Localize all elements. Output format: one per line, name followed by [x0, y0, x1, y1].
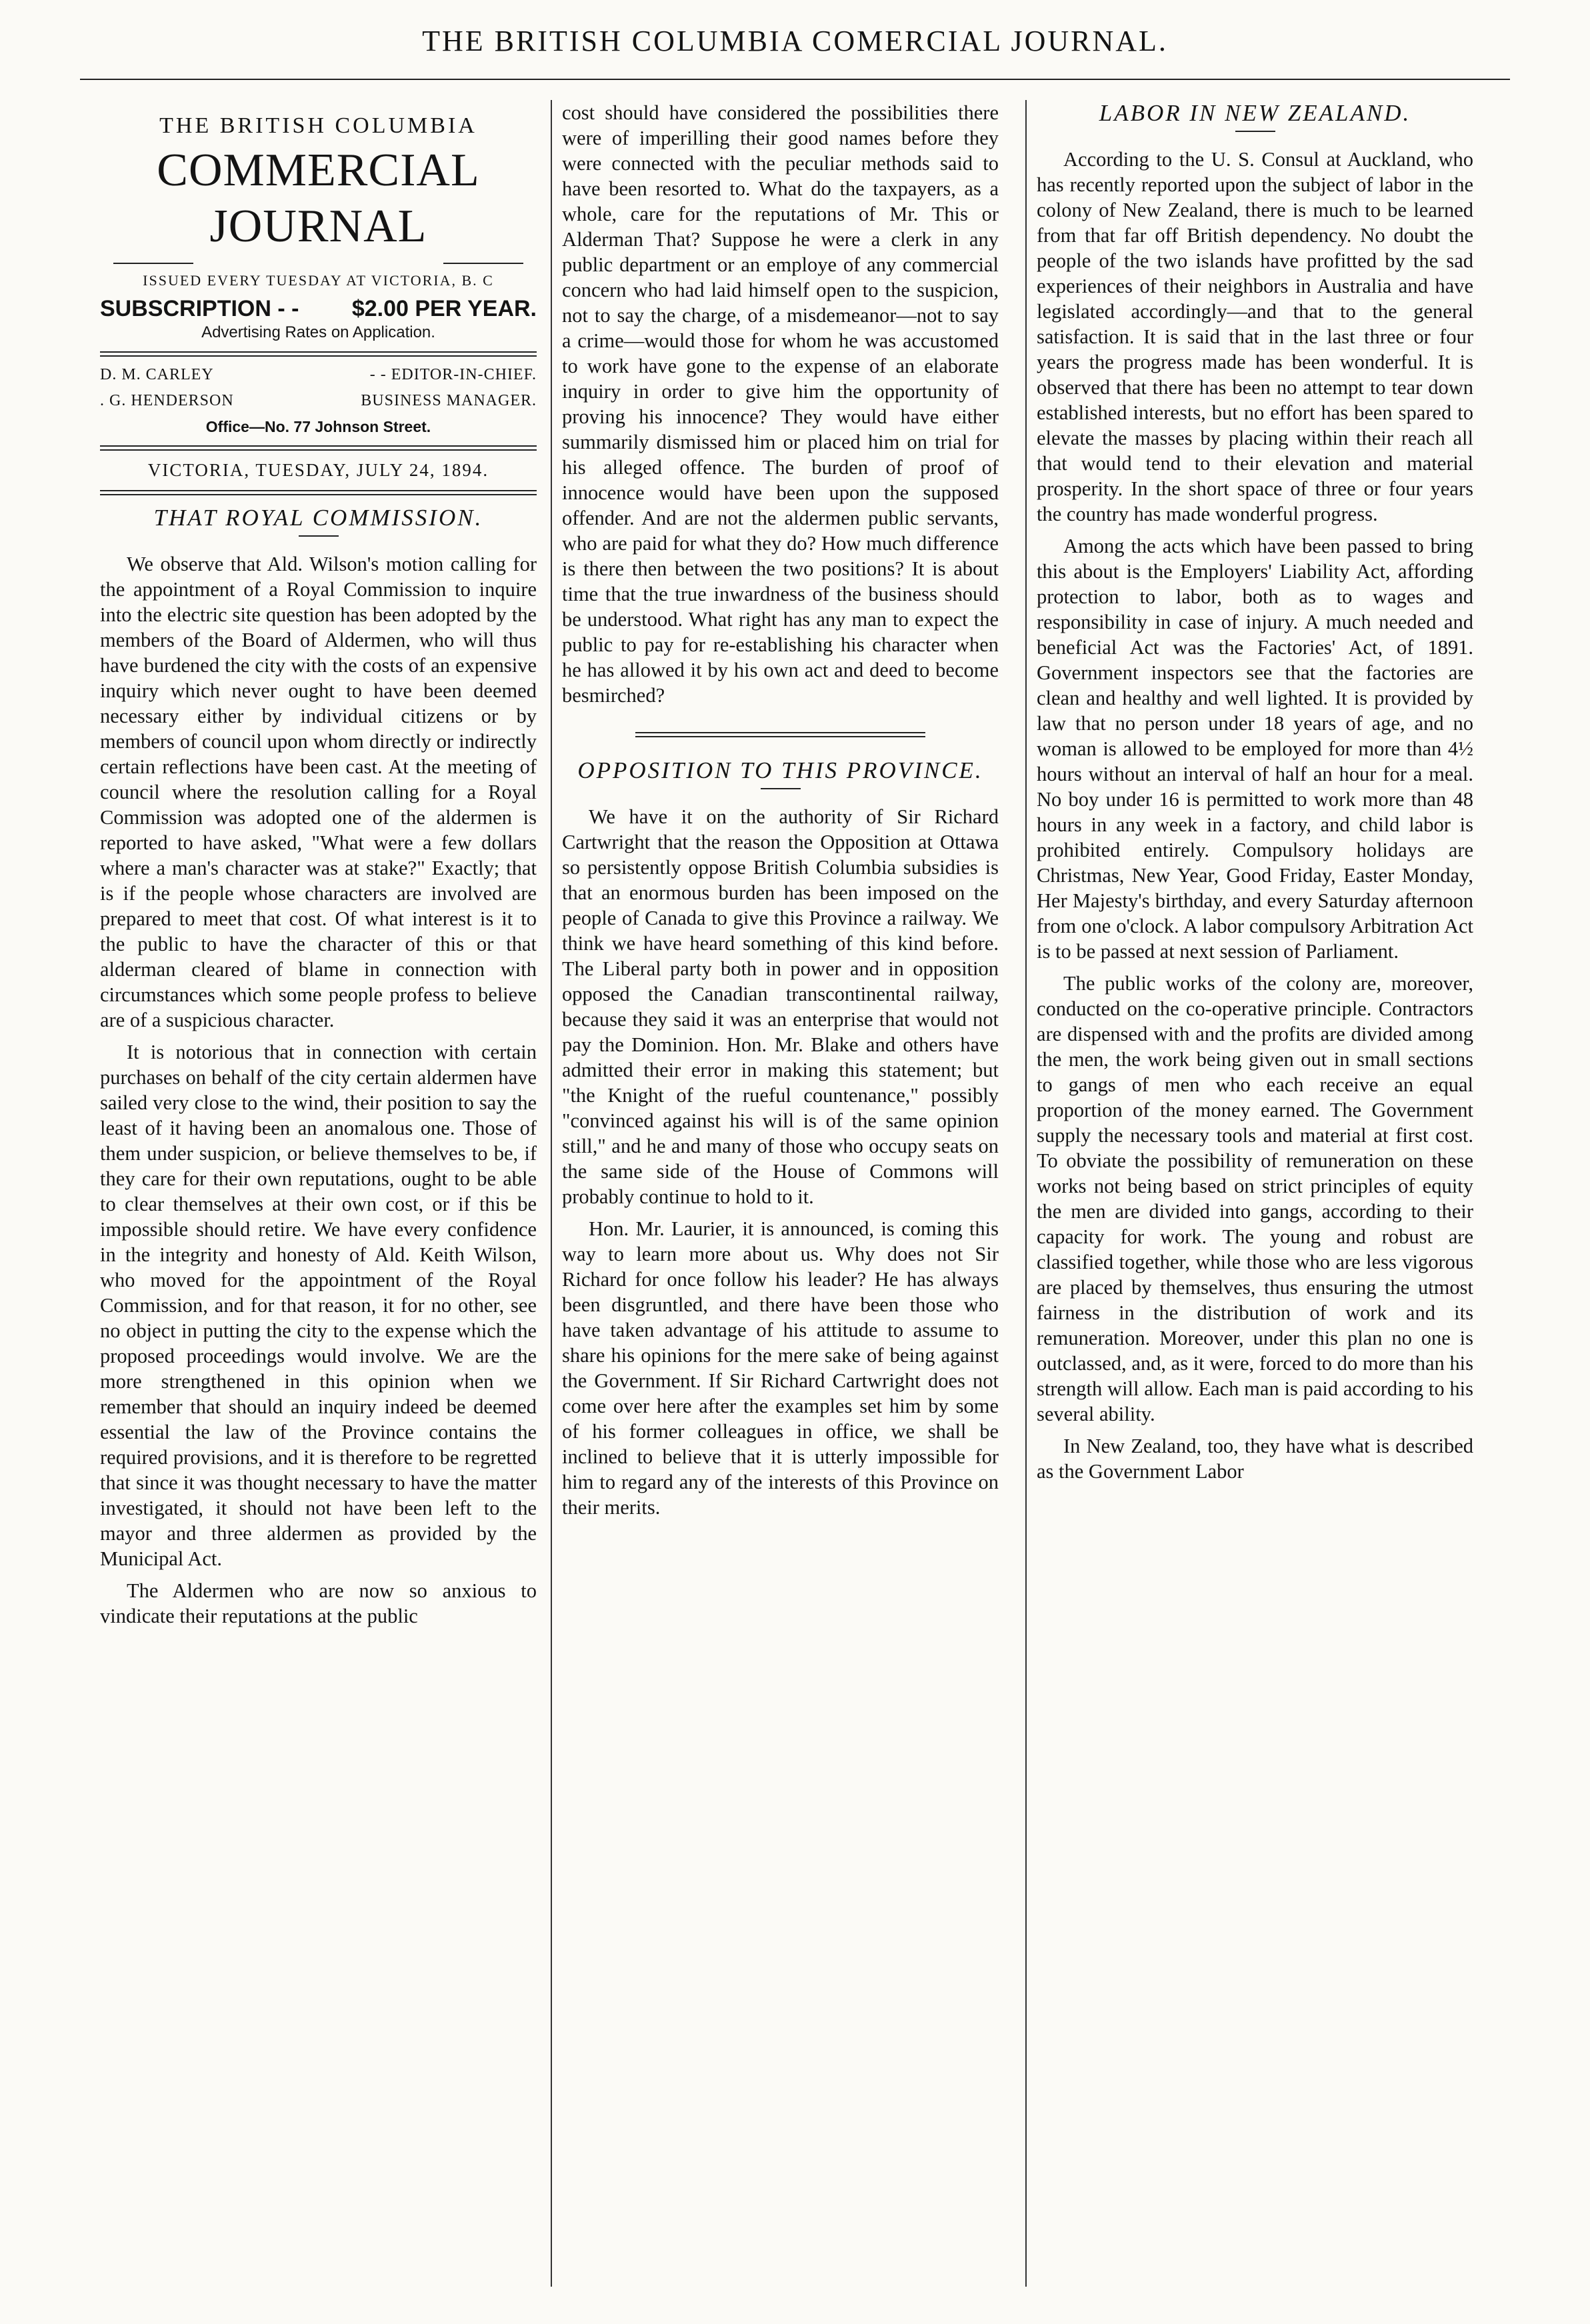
column-1: [100, 100, 537, 1635]
divider: [100, 351, 537, 357]
manager-line: [100, 392, 537, 410]
manager-name: . G. HENDERSON: [100, 392, 234, 409]
title-rule: [761, 788, 801, 789]
article-divider: [635, 732, 925, 737]
issued-line: ISSUED EVERY TUESDAY AT VICTORIA, B. C: [143, 272, 494, 289]
subscription-label: SUBSCRIPTION - -: [100, 296, 299, 321]
article-title: OPPOSITION TO THIS PROVINCE.: [577, 757, 983, 783]
article-paragraph: We observe that Ald. Wilson's motion calling for the appointment of a Royal Commission to inquire into the electric site question has been adopted by the members of the Board of Aldermen, who will thus have burdened the city with the costs of an expensive inquiry which never ought to have been deemed necessary either by individual citizens or by members of council upon whom directly or indirectly certain reflections have been cast. At the meeting of council where the resolution calling for a Royal Commission was adopted one of the aldermen is reported to have asked, "What were a few dollars where a man's character was at stake?" Exactly; that is if the people whose characters are involved are prepared to meet that cost. Of what interest is it to the public to have the character of this or that alderman cleared of blame in connection with circumstances which some people profess to believe are of a suspicious character.: [100, 553, 537, 1031]
editor-name: D. M. CARLEY: [100, 366, 214, 383]
editor-role: - - EDITOR-IN-CHIEF.: [369, 366, 537, 383]
masthead: [100, 113, 537, 495]
article-title: LABOR IN NEW ZEALAND.: [1099, 100, 1411, 126]
masthead-rules: [113, 263, 523, 264]
article-paragraph: In New Zealand, too, they have what is described as the Government Labor: [1037, 1435, 1473, 1483]
divider: [100, 490, 537, 495]
article-paragraph: According to the U. S. Consul at Auckland, who has recently reported upon the subject of labor in the colony of New Zealand, there is much to be learned from that far off British dependency. No doubt the people of the two islands have profitted by the sad experiences of their neighbors in Australia and have legislated accordingly—and that to the general satisfaction. It is said that in the last three or four years the progress made has been wonderful. It is observed that there has been no attempt to tear down established interests, but no effort has been spared to elevate the masses by placing within their reach all that would tend to their elevation and material prosperity. In the short space of three or four years the country has made wonderful progress.: [1037, 148, 1473, 525]
office-line: Office—No. 77 Johnson Street.: [205, 418, 431, 435]
subscription-line: [100, 296, 537, 322]
subscription-price: $2.00 PER YEAR.: [351, 296, 537, 321]
column-2: [562, 100, 999, 1527]
article-paragraph: The public works of the colony are, moreover, conducted on the co-operative principle. Contractors are dispensed with and the profits are divided among the men, the work being given out in small sections to gangs of men who each receive an equal proportion of the money earned. The Government supply the necessary tools and material at first cost. To obviate the possibility of remuneration on these works not being based on strict principles of equity the men are divided into gangs, according to their capacity for work. The young and robust are classified together, while those who are less vigorous are placed by themselves, thus ensuring the utmost fairness in the distribution of work and its remuneration. Moreover, under this plan no one is outclassed, and, as it were, forced to do more than his strength will allow. Each man is paid according to his several ability.: [1037, 972, 1473, 1425]
running-head: THE BRITISH COLUMBIA COMERCIAL JOURNAL.: [422, 25, 1168, 57]
article-paragraph: The Aldermen who are now so anxious to vindicate their reputations at the public: [100, 1579, 537, 1627]
editor-line: [100, 366, 537, 384]
article-paragraph: Among the acts which have been passed to bring this about is the Employers' Liability Act, affording protection to labor, both as to wages and responsibility in case of injury. A much needed and beneficial Act was the Factories' Act, of 1891. Government inspectors see that the factories are clean and healthy and well lighted. It is provided by law that no person under 18 years of age, and no woman is allowed to be employed for more than 4½ hours without an interval of half an hour for a meal. No boy under 16 is permitted to work more than 48 hours in any week in a factory, and child labor is prohibited entirely. Compulsory holidays are Christmas, New Year, Good Friday, Easter Monday, Her Majesty's birthday, and every Saturday afternoon from one o'clock. A labor compulsory Arbitration Act is to be passed at next session of Parliament.: [1037, 535, 1473, 963]
title-rule: [1235, 131, 1275, 132]
masthead-small-title: THE BRITISH COLUMBIA: [159, 113, 477, 138]
column-3: [1037, 100, 1473, 1491]
masthead-title: COMMERCIAL JOURNAL: [157, 145, 480, 252]
article-paragraph-continued: cost should have considered the possibilities there were of imperilling their good names before they were connected with the peculiar methods said to have been resorted to. What do the taxpayers, as a whole, care for the reputations of Mr. This or Alderman That? Suppose he were a clerk in any public department or an employe of any commercial concern who had laid himself open to the suspicion, not to say the charge, of a misdemeanor—not to say a crime—would those for whom he was accustomed to work have gone to the expense of an elaborate inquiry in order to give him the opportunity of proving his innocence? They would have either summarily dismissed him or placed him on trial for his alleged offence. The burden of proof of innocence would have been upon the supposed offender. And are not the aldermen public servants, who are paid for what they do? How much difference is there then between the two positions? It is about time that the true inwardness of the business should be understood. What right has any man to expect the public to pay for re-establishing his character when he has allowed it by his own act and deed to become besmirched?: [562, 101, 999, 707]
header-rule: [80, 79, 1510, 80]
dateline: VICTORIA, TUESDAY, JULY 24, 1894.: [147, 460, 489, 480]
advertising-line: Advertising Rates on Application.: [201, 323, 435, 341]
article-title: THAT ROYAL COMMISSION.: [153, 505, 483, 531]
column-divider: [551, 100, 552, 2287]
manager-role: BUSINESS MANAGER.: [361, 392, 537, 409]
article-paragraph: Hon. Mr. Laurier, it is announced, is coming this way to learn more about us. Why does not Sir Richard for once follow his leader? He has always been disgruntled, and there have been those who have taken advantage of his attitude to assume to share his opinions for the mere sake of being against the Government. If Sir Richard Cartwright does not come over here after the examples set him by some of his former colleagues in office, we shall be inclined to believe that it is utterly impossible for him to regard any of the interests of this Province on their merits.: [562, 1217, 999, 1519]
article-paragraph: We have it on the authority of Sir Richard Cartwright that the reason the Opposition at Ottawa so persistently oppose British Columbia subsidies is that an enormous burden has been imposed on the people of Canada to give this Province a railway. We think we have heard something of this kind before. The Liberal party both in power and in opposition opposed the Canadian transcontinental railway, because they said it was an enterprise that would not pay the Dominion. Hon. Mr. Blake and others have admitted their error in making this statement; but "the Knight of the rueful countenance," possibly "convinced against his will is of the same opinion still," and he and many of those who occupy seats on the same side of the House of Commons will probably continue to hold to it.: [562, 805, 999, 1208]
article-paragraph: It is notorious that in connection with certain purchases on behalf of the city certain aldermen have sailed very close to the wind, their position to say the least of it having been an anomalous one. Those of them under suspicion, or believe themselves to be, if they care for their own reputations, ought to be able to clear themselves at their own cost, or if this be impossible should retire. We have every confidence in the integrity and honesty of Ald. Keith Wilson, who moved for the appointment of the Royal Commission, and for that reason, it for no other, see no object in putting the city to the expense which the proposed proceedings would involve. We are the more strengthened in this opinion when we remember that should an inquiry indeed be deemed essential the law of the Province contains the required provisions, and it is therefore to be regretted that since it was thought necessary to have the matter investigated, it should not have been left to the mayor and three aldermen as provided by the Municipal Act.: [100, 1041, 537, 1570]
column-divider: [1025, 100, 1027, 2287]
divider: [100, 445, 537, 451]
title-rule: [299, 535, 339, 537]
